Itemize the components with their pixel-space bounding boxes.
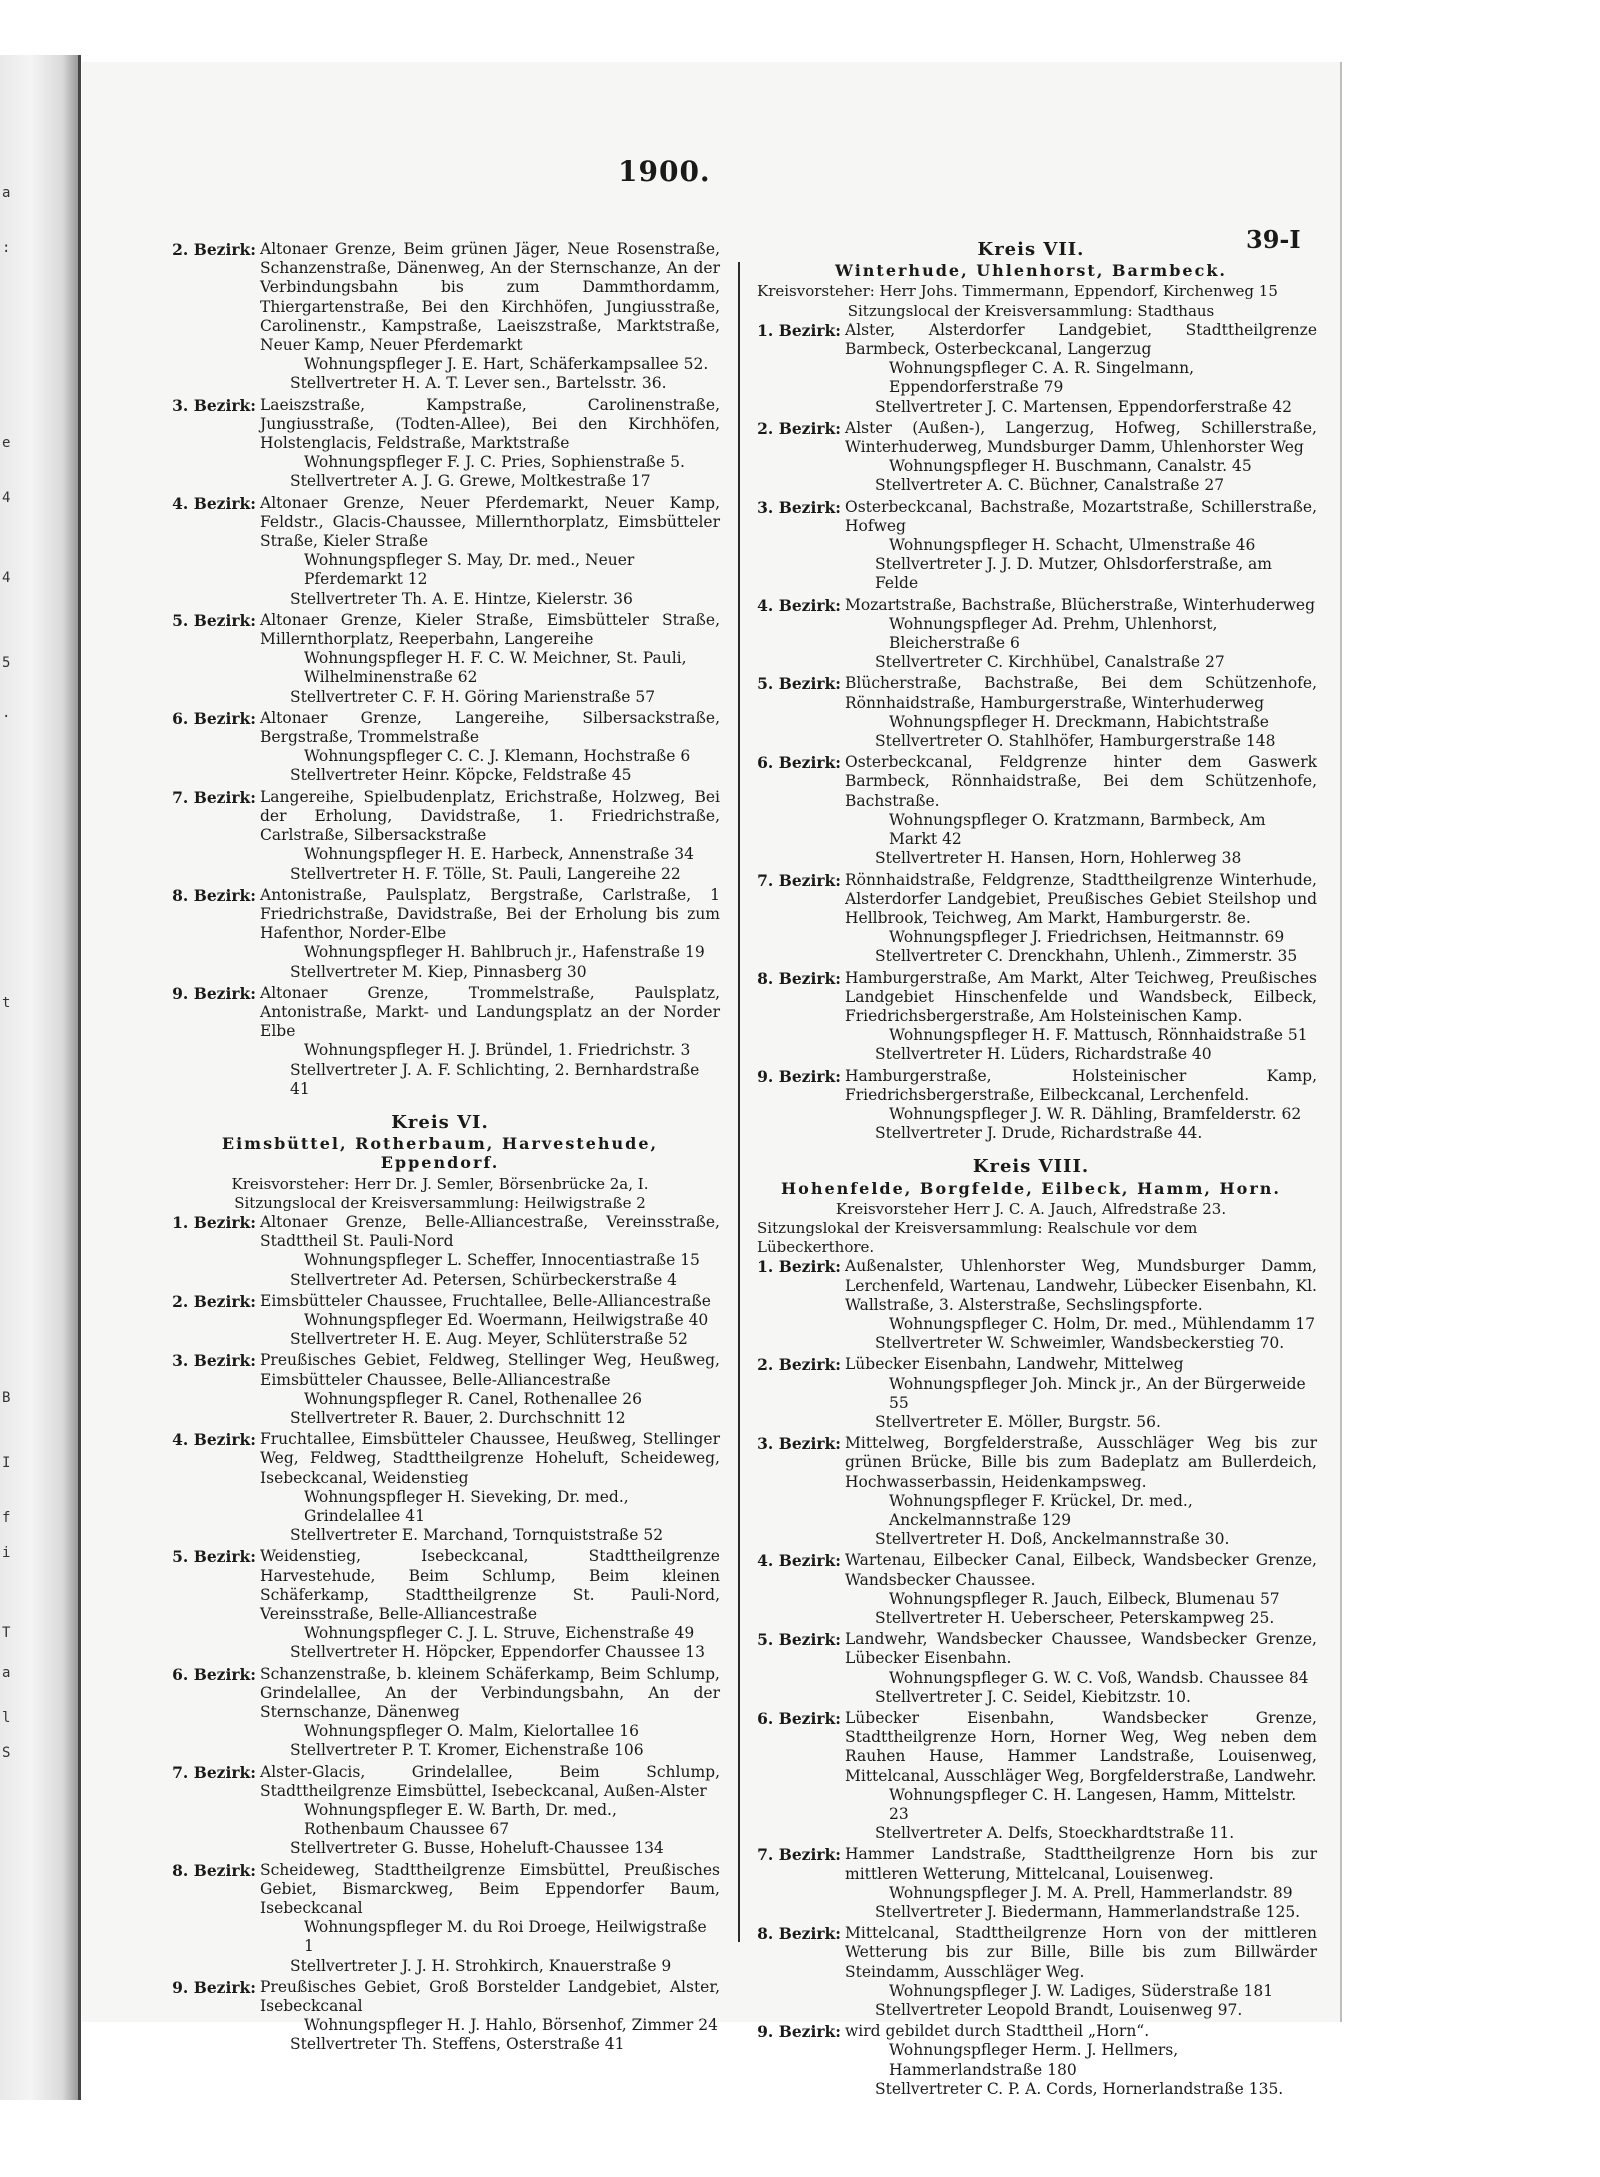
bezirk-streets: Alster, Alsterdorfer Landgebiet, Stadttheilgrenze Barmbeck, Osterbeckcanal, Langerzug bbox=[845, 320, 1317, 359]
margin-fragment: e bbox=[2, 435, 11, 451]
bezirk-entry bbox=[745, 1551, 1317, 1628]
bezirk-number: 6. bbox=[172, 1664, 189, 1684]
bezirk-word: Bezirk: bbox=[778, 2022, 841, 2042]
bezirk-streets: Wartenau, Eilbecker Canal, Eilbeck, Wandsbecker Grenze, Wandsbecker Chaussee. bbox=[845, 1551, 1317, 1589]
wohnungspfleger: Wohnungspfleger H. Bahlbruch jr., Hafenstraße 19 bbox=[304, 943, 705, 962]
wohnungspfleger: Wohnungspfleger R. Jauch, Eilbeck, Blumenau 57 bbox=[889, 1589, 1280, 1608]
bezirk-streets: Fruchtallee, Eimsbütteler Chaussee, Heußweg, Stellinger Weg, Feldweg, Stadttheilgrenze Hoheluft, Scheideweg, Isebeckcanal, Weidenstieg bbox=[260, 1430, 720, 1487]
bezirk-number: 6. bbox=[757, 1709, 774, 1729]
margin-fragment: . bbox=[2, 705, 11, 721]
bezirk-number: 1. bbox=[757, 320, 774, 340]
stellvertreter: Stellvertreter J. Biedermann, Hammerlandstraße 125. bbox=[875, 1903, 1301, 1922]
bezirk-entry bbox=[745, 1630, 1317, 1707]
wohnungspfleger: Wohnungspfleger H. F. C. W. Meichner, St. Pauli, Wilhelminenstraße 62 bbox=[304, 649, 687, 687]
bezirk-label bbox=[745, 969, 841, 988]
bezirk-label bbox=[745, 1067, 841, 1086]
bezirk-entry bbox=[160, 1351, 720, 1428]
bezirk-streets: wird gebildet durch Stadttheil „Horn“. bbox=[845, 2022, 1150, 2041]
bezirk-entry bbox=[160, 1665, 720, 1761]
stellvertreter: Stellvertreter A. J. G. Grewe, Moltkestraße 17 bbox=[290, 472, 651, 491]
wohnungspfleger: Wohnungspfleger S. May, Dr. med., Neuer Pferdemarkt 12 bbox=[304, 551, 635, 589]
stellvertreter: Stellvertreter Leopold Brandt, Louisenweg 97. bbox=[875, 2001, 1243, 2020]
bezirk-word: Bezirk: bbox=[193, 1351, 256, 1371]
kreis-viii-title: Kreis VIII. bbox=[972, 1156, 1090, 1178]
bezirk-word: Bezirk: bbox=[193, 1547, 256, 1567]
stellvertreter: Stellvertreter M. Kiep, Pinnasberg 30 bbox=[290, 962, 587, 981]
bezirk-streets: Alster (Außen-), Langerzug, Hofweg, Schillerstraße, Winterhuderweg, Mundsburger Damm, Uhlenhorster Weg bbox=[845, 418, 1317, 457]
bezirk-entry bbox=[160, 709, 720, 786]
bezirk-streets: Alster-Glacis, Grindelallee, Beim Schlump, Stadttheilgrenze Eimsbüttel, Isebeckcanal, Außen-Alster bbox=[260, 1762, 720, 1800]
bezirk-label bbox=[160, 611, 256, 630]
bezirk-label bbox=[745, 596, 841, 615]
bezirk-word: Bezirk: bbox=[778, 1355, 841, 1375]
stellvertreter: Stellvertreter W. Schweimler, Wandsbeckerstieg 70. bbox=[875, 1334, 1285, 1353]
bezirk-streets: Preußisches Gebiet, Groß Borstelder Landgebiet, Alster, Isebeckcanal bbox=[260, 1977, 720, 2016]
stellvertreter: Stellvertreter H. F. Tölle, St. Pauli, Langereihe 22 bbox=[290, 864, 681, 883]
wohnungspfleger: Wohnungspfleger Herm. J. Hellmers, Hammerlandstraße 180 bbox=[889, 2041, 1179, 2079]
bezirk-entry bbox=[745, 1067, 1317, 1144]
wohnungspfleger: Wohnungspfleger E. W. Barth, Dr. med., Rothenbaum Chaussee 67 bbox=[304, 1801, 617, 1839]
bezirk-label bbox=[745, 498, 841, 517]
margin-fragment: a bbox=[2, 1665, 11, 1681]
bezirk-word: Bezirk: bbox=[193, 1977, 256, 1997]
page-number: 39-I bbox=[1246, 225, 1301, 254]
bezirk-entry bbox=[160, 611, 720, 707]
bezirk-number: 7. bbox=[757, 870, 774, 890]
bezirk-number: 3. bbox=[172, 395, 189, 415]
bezirk-word: Bezirk: bbox=[193, 395, 256, 415]
margin-fragment: : bbox=[2, 240, 11, 256]
bezirk-entry bbox=[160, 1861, 720, 1976]
bezirk-word: Bezirk: bbox=[193, 1762, 256, 1782]
bezirk-word: Bezirk: bbox=[193, 493, 256, 513]
bezirk-number: 4. bbox=[757, 1551, 774, 1571]
bezirk-word: Bezirk: bbox=[193, 983, 256, 1003]
bezirk-word: Bezirk: bbox=[778, 674, 841, 694]
bezirk-word: Bezirk: bbox=[193, 1212, 256, 1232]
bezirk-streets: Außenalster, Uhlenhorster Weg, Mundsburger Damm, Lerchenfeld, Wartenau, Landwehr, Lübecker Eisenbahn, Kl. Wallstraße, 3. Alsterstraße, Sechslingspforte. bbox=[845, 1257, 1317, 1314]
bezirk-entry bbox=[745, 321, 1317, 417]
bezirk-entry bbox=[745, 419, 1317, 496]
bezirk-streets: Langereihe, Spielbudenplatz, Erichstraße, Holzweg, Bei der Erholung, Davidstraße, 1. Friedrichstraße, Carlstraße, Silbersackstraße bbox=[260, 787, 720, 845]
bezirk-entry bbox=[160, 1213, 720, 1290]
stellvertreter: Stellvertreter R. Bauer, 2. Durchschnitt 12 bbox=[290, 1408, 626, 1427]
bezirk-number: 9. bbox=[757, 1066, 774, 1086]
wohnungspfleger: Wohnungspfleger Ad. Prehm, Uhlenhorst, Bleicherstraße 6 bbox=[889, 614, 1218, 653]
adjacent-page-edge bbox=[0, 55, 81, 2100]
bezirk-entry bbox=[160, 494, 720, 609]
stellvertreter: Stellvertreter H. Lüders, Richardstraße 40 bbox=[875, 1045, 1212, 1064]
bezirk-streets: Lübecker Eisenbahn, Landwehr, Mittelweg bbox=[845, 1355, 1184, 1374]
bezirk-entry bbox=[160, 886, 720, 982]
stellvertreter: Stellvertreter Ad. Petersen, Schürbeckerstraße 4 bbox=[290, 1270, 678, 1289]
kreis-v-continued bbox=[160, 240, 720, 1099]
bezirk-streets: Hamburgerstraße, Holsteinischer Kamp, Friedrichsbergerstraße, Eilbeckcanal, Lerchenfeld. bbox=[845, 1066, 1317, 1104]
bezirk-number: 2. bbox=[757, 1355, 774, 1375]
bezirk-number: 5. bbox=[172, 1547, 189, 1567]
bezirk-streets: Mozartstraße, Bachstraße, Blücherstraße, Winterhuderweg bbox=[845, 595, 1316, 614]
wohnungspfleger: Wohnungspfleger H. Sieveking, Dr. med., Grindelallee 41 bbox=[304, 1487, 629, 1525]
wohnungspfleger: Wohnungspfleger J. W. Ladiges, Süderstraße 181 bbox=[889, 1981, 1274, 2000]
bezirk-number: 8. bbox=[172, 885, 189, 905]
column-divider bbox=[738, 262, 740, 1942]
bezirk-number: 4. bbox=[172, 1430, 189, 1450]
bezirk-word: Bezirk: bbox=[778, 418, 841, 438]
bezirk-label bbox=[160, 1861, 256, 1880]
bezirk-word: Bezirk: bbox=[193, 708, 256, 728]
bezirk-entry bbox=[745, 1924, 1317, 2020]
kreis-viii-districts: Hohenfelde, Borgfelde, Eilbeck, Hamm, Horn. bbox=[781, 1178, 1281, 1198]
bezirk-entry bbox=[160, 240, 720, 394]
stellvertreter: Stellvertreter P. T. Kromer, Eichenstraße 106 bbox=[290, 1741, 644, 1760]
wohnungspfleger: Wohnungspfleger C. Holm, Dr. med., Mühlendamm 17 bbox=[889, 1314, 1316, 1333]
kreis-vii-bezirke bbox=[745, 321, 1317, 1144]
bezirk-entry bbox=[745, 1845, 1317, 1922]
kreis-vii-vorsteher: Kreisvorsteher: Herr Johs. Timmermann, Eppendorf, Kirchenweg 15 bbox=[757, 282, 1278, 301]
bezirk-word: Bezirk: bbox=[778, 1434, 841, 1454]
wohnungspfleger: Wohnungspfleger C. A. R. Singelmann, Eppendorferstraße 79 bbox=[889, 359, 1195, 397]
bezirk-entry bbox=[745, 871, 1317, 967]
kreis-vii-title: Kreis VII. bbox=[977, 239, 1085, 260]
stellvertreter: Stellvertreter A. C. Büchner, Canalstraße 27 bbox=[875, 476, 1225, 495]
bezirk-number: 9. bbox=[172, 983, 189, 1003]
bezirk-word: Bezirk: bbox=[778, 1551, 841, 1571]
kreis-vi-districts: Eimsbüttel, Rotherbaum, Harvestehude, Eppendorf. bbox=[221, 1134, 659, 1173]
bezirk-number: 3. bbox=[757, 497, 774, 517]
bezirk-label bbox=[745, 871, 841, 890]
bezirk-label bbox=[745, 321, 841, 340]
bezirk-entry bbox=[160, 984, 720, 1099]
bezirk-entry bbox=[160, 1547, 720, 1662]
bezirk-number: 5. bbox=[172, 610, 189, 630]
bezirk-number: 9. bbox=[757, 2022, 774, 2042]
wohnungspfleger: Wohnungspfleger C. C. J. Klemann, Hochstraße 6 bbox=[304, 747, 691, 766]
stellvertreter: Stellvertreter A. Delfs, Stoeckhardtstraße 11. bbox=[875, 1824, 1235, 1843]
margin-fragment: l bbox=[2, 1710, 11, 1726]
bezirk-word: Bezirk: bbox=[193, 240, 256, 259]
stellvertreter: Stellvertreter H. Doß, Anckelmannstraße 30. bbox=[875, 1530, 1230, 1549]
stellvertreter: Stellvertreter Th. Steffens, Osterstraße 41 bbox=[290, 2035, 625, 2054]
bezirk-word: Bezirk: bbox=[778, 1709, 841, 1729]
bezirk-label bbox=[160, 1292, 256, 1311]
bezirk-word: Bezirk: bbox=[193, 787, 256, 807]
bezirk-word: Bezirk: bbox=[778, 595, 841, 615]
margin-fragment: I bbox=[2, 1455, 11, 1471]
stellvertreter: Stellvertreter J. C. Martensen, Eppendorferstraße 42 bbox=[875, 397, 1293, 416]
bezirk-streets: Hamburgerstraße, Am Markt, Alter Teichweg, Preußisches Landgebiet Hinschenfelde und Wandsbeck, Eilbeck, Friedrichsbergerstraße, Am Holsteinischen Kamp. bbox=[845, 968, 1317, 1025]
bezirk-label bbox=[160, 1763, 256, 1782]
stellvertreter: Stellvertreter C. F. H. Göring Marienstraße 57 bbox=[290, 687, 656, 706]
bezirk-streets: Blücherstraße, Bachstraße, Bei dem Schützenhofe, Rönnhaidstraße, Hamburgerstraße, Winterhuderweg bbox=[845, 674, 1317, 712]
bezirk-entry bbox=[745, 1355, 1317, 1432]
bezirk-number: 5. bbox=[757, 674, 774, 694]
bezirk-label bbox=[745, 1630, 841, 1649]
wohnungspfleger: Wohnungspfleger Ed. Woermann, Heilwigstraße 40 bbox=[304, 1310, 709, 1329]
bezirk-word: Bezirk: bbox=[778, 1066, 841, 1086]
bezirk-label bbox=[160, 984, 256, 1003]
bezirk-label bbox=[160, 886, 256, 905]
stellvertreter: Stellvertreter H. A. T. Lever sen., Bartelsstr. 36. bbox=[290, 374, 667, 393]
bezirk-entry bbox=[745, 674, 1317, 751]
stellvertreter: Stellvertreter H. E. Aug. Meyer, Schlüterstraße 52 bbox=[290, 1330, 688, 1349]
bezirk-number: 6. bbox=[172, 708, 189, 728]
stellvertreter: Stellvertreter Heinr. Köpcke, Feldstraße 45 bbox=[290, 766, 632, 785]
stellvertreter: Stellvertreter Th. A. E. Hintze, Kielerstr. 36 bbox=[290, 589, 633, 608]
bezirk-number: 3. bbox=[172, 1351, 189, 1371]
bezirk-label bbox=[160, 1351, 256, 1370]
bezirk-streets: Laeiszstraße, Kampstraße, Carolinenstraße, Jungiusstraße, (Todten-Allee), Bei den Kirchhöfen, Holstenglacis, Feldstraße, Marktstraße bbox=[260, 395, 720, 453]
right-column bbox=[745, 240, 1317, 2101]
wohnungspfleger: Wohnungspfleger H. Buschmann, Canalstr. 45 bbox=[889, 457, 1252, 476]
bezirk-streets: Osterbeckcanal, Bachstraße, Mozartstraße, Schillerstraße, Hofweg bbox=[845, 497, 1317, 535]
wohnungspfleger: Wohnungspfleger O. Malm, Kielortallee 16 bbox=[304, 1722, 639, 1741]
bezirk-streets: Mittelweg, Borgfelderstraße, Ausschläger Weg bis zur grünen Brücke, Bille bis zum Badeplatz am Bullerdeich, Hochwasserbassin, Heidenkampsweg. bbox=[845, 1434, 1317, 1491]
margin-fragment: 5 bbox=[2, 655, 11, 671]
margin-fragment: B bbox=[2, 1390, 11, 1406]
bezirk-word: Bezirk: bbox=[778, 870, 841, 890]
wohnungspfleger: Wohnungspfleger Joh. Minck jr., An der Bürgerweide 55 bbox=[889, 1374, 1306, 1412]
kreis-vii-sitzung: Sitzungslocal der Kreisversammlung: Stadthaus bbox=[847, 301, 1215, 320]
wohnungspfleger: Wohnungspfleger J. M. A. Prell, Hammerlandstr. 89 bbox=[889, 1883, 1293, 1902]
bezirk-word: Bezirk: bbox=[778, 320, 841, 340]
bezirk-label bbox=[745, 419, 841, 438]
wohnungspfleger: Wohnungspfleger G. W. C. Voß, Wandsb. Chaussee 84 bbox=[889, 1668, 1309, 1687]
stellvertreter: Stellvertreter C. P. A. Cords, Hornerlandstraße 135. bbox=[875, 2079, 1284, 2098]
bezirk-label bbox=[745, 1924, 841, 1943]
bezirk-streets: Altonaer Grenze, Neuer Pferdemarkt, Neuer Kamp, Feldstr., Glacis-Chaussee, Millernthorplatz, Eimsbütteler Straße, Kieler Straße bbox=[260, 493, 720, 551]
bezirk-entry bbox=[160, 788, 720, 884]
bezirk-word: Bezirk: bbox=[778, 497, 841, 517]
bezirk-entry bbox=[745, 753, 1317, 868]
wohnungspfleger: Wohnungspfleger H. Schacht, Ulmenstraße 46 bbox=[889, 536, 1256, 555]
left-column bbox=[160, 240, 720, 2057]
bezirk-word: Bezirk: bbox=[193, 610, 256, 630]
bezirk-word: Bezirk: bbox=[778, 1924, 841, 1944]
bezirk-streets: Eimsbütteler Chaussee, Fruchtallee, Belle-Alliancestraße bbox=[260, 1291, 711, 1310]
kreis-vi-title: Kreis VI. bbox=[391, 1111, 489, 1133]
kreis-viii-sitzung: Sitzungslokal der Kreisversammlung: Realschule vor dem Lübeckerthore. bbox=[757, 1218, 1198, 1257]
bezirk-streets: Mittelcanal, Stadttheilgrenze Horn von der mittleren Wetterung bis zur Bille, Bille bis zum Billwärder Steindamm, Ausschläger Weg. bbox=[845, 1924, 1317, 1981]
bezirk-entry bbox=[745, 2022, 1317, 2099]
bezirk-streets: Osterbeckcanal, Feldgrenze hinter dem Gaswerk Barmbeck, Rönnhaidstraße, Bei dem Schützenhofe, Bachstraße. bbox=[845, 753, 1317, 810]
bezirk-label bbox=[160, 1430, 256, 1449]
wohnungspfleger: Wohnungspfleger H. J. Bründel, 1. Friedrichstr. 3 bbox=[304, 1041, 691, 1060]
bezirk-entry bbox=[160, 1430, 720, 1545]
bezirk-word: Bezirk: bbox=[778, 1845, 841, 1865]
bezirk-entry bbox=[745, 1257, 1317, 1353]
margin-fragment: t bbox=[2, 995, 11, 1011]
margin-fragment: 4 bbox=[2, 490, 11, 506]
bezirk-streets: Altonaer Grenze, Trommelstraße, Paulsplatz, Antonistraße, Markt- und Landungsplatz an der Norder Elbe bbox=[260, 983, 720, 1041]
bezirk-streets: Altonaer Grenze, Kieler Straße, Eimsbütteler Straße, Millernthorplatz, Reeperbahn, Langereihe bbox=[260, 610, 720, 649]
wohnungspfleger: Wohnungspfleger C. H. Langesen, Hamm, Mittelstr. 23 bbox=[889, 1785, 1297, 1824]
bezirk-number: 8. bbox=[757, 1924, 774, 1944]
stellvertreter: Stellvertreter C. Kirchhübel, Canalstraße 27 bbox=[875, 653, 1225, 672]
bezirk-entry bbox=[745, 498, 1317, 594]
kreis-vi-sitzung: Sitzungslocal der Kreisversammlung: Heilwigstraße 2 bbox=[234, 1193, 646, 1212]
wohnungspfleger: Wohnungspfleger M. du Roi Droege, Heilwigstraße 1 bbox=[304, 1918, 707, 1956]
bezirk-number: 3. bbox=[757, 1434, 774, 1454]
wohnungspfleger: Wohnungspfleger J. Friedrichsen, Heitmannstr. 69 bbox=[889, 928, 1285, 947]
bezirk-word: Bezirk: bbox=[778, 968, 841, 988]
bezirk-number: 2. bbox=[757, 418, 774, 438]
bezirk-streets: Altonaer Grenze, Langereihe, Silbersackstraße, Bergstraße, Trommelstraße bbox=[260, 708, 720, 747]
bezirk-label bbox=[160, 396, 256, 415]
bezirk-streets: Landwehr, Wandsbecker Chaussee, Wandsbecker Grenze, Lübecker Eisenbahn. bbox=[845, 1630, 1317, 1668]
bezirk-number: 8. bbox=[172, 1860, 189, 1880]
kreis-viii-bezirke bbox=[745, 1257, 1317, 2099]
bezirk-streets: Lübecker Eisenbahn, Wandsbecker Grenze, Stadttheilgrenze Horn, Horner Weg, Weg neben dem Rauhen Hause, Hammer Landstraße, Louisenweg, Mittelcanal, Ausschläger Weg, Borgfelderstraße, Landwehr. bbox=[845, 1709, 1317, 1785]
bezirk-label bbox=[160, 240, 256, 259]
bezirk-word: Bezirk: bbox=[778, 1257, 841, 1277]
bezirk-label bbox=[745, 674, 841, 693]
bezirk-label bbox=[160, 1665, 256, 1684]
bezirk-number: 5. bbox=[757, 1630, 774, 1650]
margin-fragment: a bbox=[2, 185, 11, 201]
stellvertreter: Stellvertreter H. Höpcker, Eppendorfer Chaussee 13 bbox=[290, 1643, 705, 1662]
bezirk-streets: Scheideweg, Stadttheilgrenze Eimsbüttel, Preußisches Gebiet, Bismarckweg, Beim Eppendorfer Baum, Isebeckcanal bbox=[260, 1860, 720, 1918]
stellvertreter: Stellvertreter J. C. Seidel, Kiebitzstr. 10. bbox=[875, 1687, 1191, 1706]
bezirk-label bbox=[745, 1355, 841, 1374]
stellvertreter: Stellvertreter J. A. F. Schlichting, 2. Bernhardstraße 41 bbox=[290, 1060, 700, 1098]
bezirk-number: 9. bbox=[172, 1977, 189, 1997]
bezirk-streets: Weidenstieg, Isebeckcanal, Stadttheilgrenze Harvestehude, Beim Schlump, Beim kleinen Schäferkamp, Stadttheilgrenze St. Pauli-Nord, Vereinsstraße, Belle-Alliancestraße bbox=[260, 1547, 720, 1624]
wohnungspfleger: Wohnungspfleger H. F. Mattusch, Rönnhaidstraße 51 bbox=[889, 1026, 1308, 1045]
stellvertreter: Stellvertreter H. Hansen, Horn, Hohlerweg 38 bbox=[875, 849, 1242, 868]
kreis-viii-vorsteher: Kreisvorsteher Herr J. C. A. Jauch, Alfredstraße 23. bbox=[835, 1199, 1227, 1218]
bezirk-entry bbox=[160, 1292, 720, 1350]
bezirk-label bbox=[745, 1845, 841, 1864]
bezirk-label bbox=[160, 1213, 256, 1232]
bezirk-number: 7. bbox=[172, 1762, 189, 1782]
wohnungspfleger: Wohnungspfleger H. J. Hahlo, Börsenhof, Zimmer 24 bbox=[304, 2016, 718, 2035]
stellvertreter: Stellvertreter G. Busse, Hoheluft-Chaussee 134 bbox=[290, 1839, 664, 1858]
page-year: 1900. bbox=[618, 155, 711, 188]
bezirk-label bbox=[160, 1978, 256, 1997]
bezirk-label bbox=[745, 753, 841, 772]
bezirk-word: Bezirk: bbox=[193, 1430, 256, 1450]
bezirk-entry bbox=[160, 1978, 720, 2055]
bezirk-streets: Rönnhaidstraße, Feldgrenze, Stadttheilgrenze Winterhude, Alsterdorfer Landgebiet, Preußisches Gebiet Steilshop und Hellbrook, Teichweg, Am Markt, Hamburgerstr. 8e. bbox=[845, 870, 1317, 927]
kreis-vii-districts: Winterhude, Uhlenhorst, Barmbeck. bbox=[835, 261, 1227, 281]
bezirk-number: 4. bbox=[172, 493, 189, 513]
bezirk-label bbox=[745, 2022, 841, 2041]
bezirk-label bbox=[160, 709, 256, 728]
bezirk-number: 6. bbox=[757, 753, 774, 773]
bezirk-streets: Preußisches Gebiet, Feldweg, Stellinger Weg, Heußweg, Eimsbütteler Chaussee, Belle-Alliancestraße bbox=[260, 1351, 720, 1389]
bezirk-label bbox=[160, 788, 256, 807]
bezirk-label bbox=[160, 494, 256, 513]
bezirk-number: 1. bbox=[757, 1257, 774, 1277]
bezirk-streets: Altonaer Grenze, Belle-Alliancestraße, Vereinsstraße, Stadttheil St. Pauli-Nord bbox=[260, 1212, 720, 1251]
bezirk-streets: Schanzenstraße, b. kleinem Schäferkamp, Beim Schlump, Grindelallee, An der Verbindungsbahn, An der Sternschanze, Dänenweg bbox=[260, 1664, 720, 1722]
bezirk-label bbox=[745, 1709, 841, 1728]
bezirk-entry bbox=[745, 596, 1317, 673]
bezirk-label bbox=[745, 1434, 841, 1453]
wohnungspfleger: Wohnungspfleger L. Scheffer, Innocentiastraße 15 bbox=[304, 1251, 700, 1270]
kreis-vi-bezirke bbox=[160, 1213, 720, 2055]
bezirk-streets: Altonaer Grenze, Beim grünen Jäger, Neue Rosenstraße, Schanzenstraße, Dänenweg, An der Sternschanze, An der Verbindungsbahn bis zum Dammthordamm, Thiergartenstraße, Bei den Kirchhöfen, Jungiusstraße, Carolinenstr., Kampstraße, Laeiszstraße, Marktstraße, Neuer Kamp, Neuer Pferdemarkt bbox=[260, 240, 720, 355]
bezirk-label bbox=[160, 1547, 256, 1566]
wohnungspfleger: Wohnungspfleger R. Canel, Rothenallee 26 bbox=[304, 1389, 642, 1408]
bezirk-entry bbox=[745, 969, 1317, 1065]
margin-fragment: T bbox=[2, 1625, 11, 1641]
bezirk-word: Bezirk: bbox=[193, 1664, 256, 1684]
bezirk-streets: Hammer Landstraße, Stadttheilgrenze Horn bis zur mittleren Wetterung, Mittelcanal, Louisenweg. bbox=[845, 1845, 1317, 1883]
stellvertreter: Stellvertreter E. Marchand, Tornquiststraße 52 bbox=[290, 1526, 664, 1545]
bezirk-number: 8. bbox=[757, 968, 774, 988]
bezirk-number: 1. bbox=[172, 1212, 189, 1232]
bezirk-label bbox=[745, 1551, 841, 1570]
bezirk-number: 2. bbox=[172, 1291, 189, 1311]
wohnungspfleger: Wohnungspfleger C. J. L. Struve, Eichenstraße 49 bbox=[304, 1624, 695, 1643]
stellvertreter: Stellvertreter E. Möller, Burgstr. 56. bbox=[875, 1412, 1161, 1431]
wohnungspfleger: Wohnungspfleger F. J. C. Pries, Sophienstraße 5. bbox=[304, 453, 685, 472]
bezirk-word: Bezirk: bbox=[778, 1630, 841, 1650]
stellvertreter: Stellvertreter O. Stahlhöfer, Hamburgerstraße 148 bbox=[875, 732, 1276, 751]
bezirk-entry bbox=[745, 1434, 1317, 1549]
margin-fragment: f bbox=[2, 1510, 11, 1526]
stellvertreter: Stellvertreter J. J. H. Strohkirch, Knauerstraße 9 bbox=[290, 1956, 672, 1975]
margin-fragment: S bbox=[2, 1745, 11, 1761]
bezirk-entry bbox=[160, 1763, 720, 1859]
kreis-vi-vorsteher: Kreisvorsteher: Herr Dr. J. Semler, Börsenbrücke 2a, I. bbox=[231, 1174, 649, 1193]
bezirk-word: Bezirk: bbox=[193, 1291, 256, 1311]
stellvertreter: Stellvertreter J. Drude, Richardstraße 44. bbox=[875, 1124, 1203, 1143]
bezirk-entry bbox=[160, 396, 720, 492]
bezirk-word: Bezirk: bbox=[193, 1860, 256, 1880]
wohnungspfleger: Wohnungspfleger F. Krückel, Dr. med., Anckelmannstraße 129 bbox=[889, 1491, 1193, 1529]
stellvertreter: Stellvertreter C. Drenckhahn, Uhlenh., Zimmerstr. 35 bbox=[875, 947, 1298, 966]
margin-fragment: i bbox=[2, 1545, 11, 1561]
bezirk-word: Bezirk: bbox=[193, 885, 256, 905]
bezirk-streets: Antonistraße, Paulsplatz, Bergstraße, Carlstraße, 1 Friedrichstraße, Davidstraße, Bei der Erholung bis zum Hafenthor, Norder-Elbe bbox=[260, 885, 720, 943]
bezirk-number: 7. bbox=[172, 787, 189, 807]
stellvertreter: Stellvertreter J. J. D. Mutzer, Ohlsdorferstraße, am Felde bbox=[875, 555, 1272, 593]
wohnungspfleger: Wohnungspfleger O. Kratzmann, Barmbeck, Am Markt 42 bbox=[889, 810, 1266, 849]
bezirk-number: 7. bbox=[757, 1845, 774, 1865]
wohnungspfleger: Wohnungspfleger J. E. Hart, Schäferkampsallee 52. bbox=[304, 355, 709, 374]
bezirk-number: 2. bbox=[172, 240, 189, 259]
bezirk-number: 4. bbox=[757, 595, 774, 615]
wohnungspfleger: Wohnungspfleger J. W. R. Dähling, Bramfelderstr. 62 bbox=[889, 1104, 1302, 1123]
margin-fragment: 4 bbox=[2, 570, 11, 586]
wohnungspfleger: Wohnungspfleger H. Dreckmann, Habichtstraße bbox=[889, 712, 1269, 731]
bezirk-word: Bezirk: bbox=[778, 753, 841, 773]
wohnungspfleger: Wohnungspfleger H. E. Harbeck, Annenstraße 34 bbox=[304, 845, 694, 864]
bezirk-label bbox=[745, 1257, 841, 1276]
stellvertreter: Stellvertreter H. Ueberscheer, Peterskampweg 25. bbox=[875, 1609, 1275, 1628]
bezirk-entry bbox=[745, 1709, 1317, 1843]
